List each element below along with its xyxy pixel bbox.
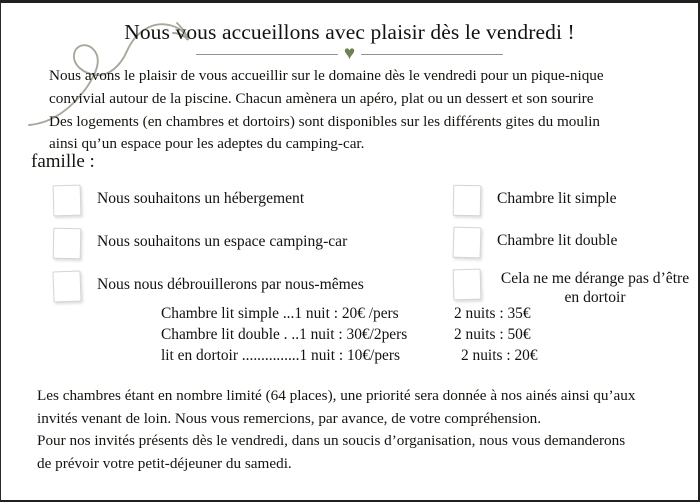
option-label: Cela ne me dérange pas d’être en dortoir xyxy=(500,270,690,306)
option-label: Nous nous débrouillerons par nous-mêmes xyxy=(97,276,364,293)
intro-line-1: Nous avons le plaisir de vous accueillir sur le domaine dès le vendredi pour un pique-nique xyxy=(49,67,604,84)
option-row[interactable] xyxy=(453,269,693,306)
price-description: Chambre lit double . ..1 nuit : 30€/2pers xyxy=(161,326,408,343)
heart-divider xyxy=(1,42,698,64)
price-two-nights: 2 nuits : 50€ xyxy=(454,326,531,343)
closing-paragraph xyxy=(37,385,677,475)
option-row[interactable] xyxy=(453,227,693,259)
option-row[interactable] xyxy=(453,185,693,217)
closing-line-1: Les chambres étant en nombre limité (64 places), une priorité sera donnée à nos ainés ainsi qu’aux xyxy=(37,387,636,404)
checkbox-camping-car[interactable] xyxy=(53,228,82,260)
checkbox-dortoir[interactable] xyxy=(453,269,482,301)
option-row[interactable] xyxy=(53,228,443,260)
page-title: Nous vous accueillons avec plaisir dès le vendredi ! xyxy=(124,20,575,44)
option-label: Chambre lit double xyxy=(497,232,618,249)
intro-line-2: convivial autour de la piscine. Chacun amènera un apéro, plat ou un dessert et son sourire xyxy=(49,89,594,107)
famille-label: famille : xyxy=(31,151,95,172)
checkbox-debrouillerons[interactable] xyxy=(52,270,81,302)
checkbox-lit-double[interactable] xyxy=(453,227,482,259)
divider-rule-right xyxy=(361,54,503,55)
closing-line-2: invités venant de loin. Nous vous remercions, par avance, de votre compréhension. xyxy=(37,409,541,427)
heart-icon: ♥ xyxy=(343,42,356,64)
intro-paragraph xyxy=(49,65,657,156)
option-label: Nous souhaitons un hébergement xyxy=(97,190,305,207)
option-label: Nous souhaitons un espace camping-car xyxy=(97,233,348,250)
option-row[interactable] xyxy=(53,271,443,303)
intro-line-3: Des logements (en chambres et dortoirs) sont disponibles sur les différents gites du moulin xyxy=(49,112,601,130)
checkbox-lit-simple[interactable] xyxy=(453,185,482,217)
option-row[interactable] xyxy=(53,185,443,217)
price-row xyxy=(161,347,538,368)
intro-line-4: ainsi qu’un espace pour les adeptes du camping-car. xyxy=(49,135,365,153)
room-type-options-group xyxy=(453,185,693,311)
closing-line-3: Pour nos invités présents dès le vendredi, dans un soucis d’organisation, nous vous demanderons xyxy=(37,432,626,450)
price-row xyxy=(161,305,538,326)
price-list xyxy=(161,305,538,368)
closing-line-4: de prévoir votre petit-déjeuner du samedi. xyxy=(37,454,292,472)
price-description: Chambre lit simple ...1 nuit : 20€ /pers xyxy=(161,305,399,322)
option-label: Chambre lit simple xyxy=(497,190,617,207)
price-two-nights: 2 nuits : 35€ xyxy=(454,305,531,322)
price-description: lit en dortoir ...............1 nuit : 10€/pers xyxy=(161,347,400,364)
divider-rule-left xyxy=(196,54,338,55)
checkbox-hebergement[interactable] xyxy=(53,185,82,217)
price-row xyxy=(161,326,538,347)
accommodation-options-group xyxy=(53,185,443,314)
price-two-nights: 2 nuits : 20€ xyxy=(461,347,538,364)
